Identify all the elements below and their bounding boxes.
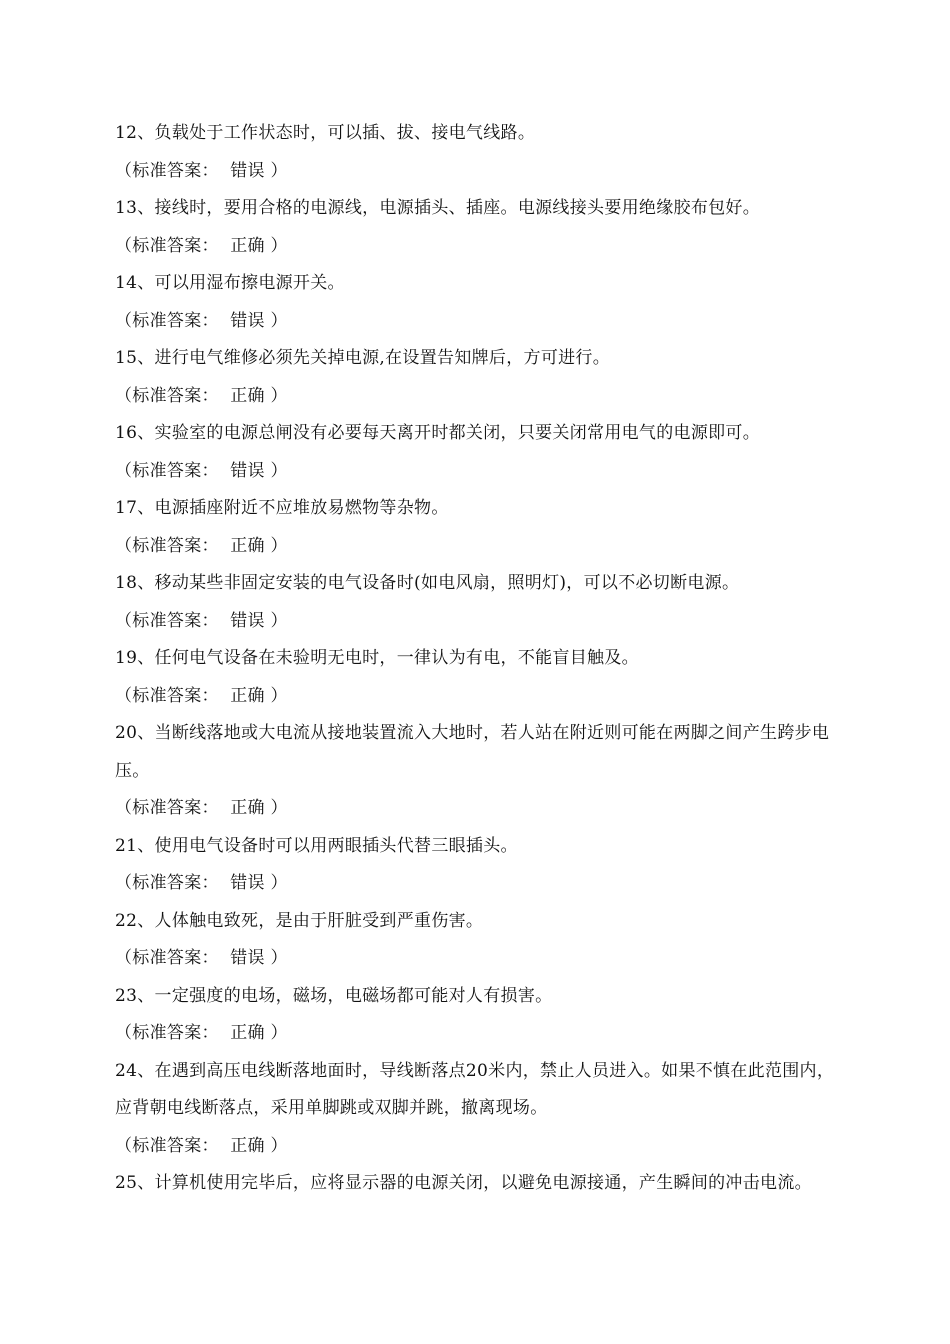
question-text: 20、当断线落地或大电流从接地装置流入大地时，若人站在附近则可能在两脚之间产生跨步电压。 — [115, 723, 830, 781]
question-text: 21、使用电气设备时可以用两眼插头代替三眼插头。 — [115, 835, 518, 856]
answer-text: （标准答案： 正确 ） — [115, 1023, 288, 1043]
answer-text: （标准答案： 正确 ） — [115, 235, 288, 256]
answer-text: （标准答案： 错误 ） — [115, 160, 288, 181]
question-text: 15、进行电气维修必须先关掉电源,在设置告知牌后，方可进行。 — [115, 348, 611, 368]
question-text: 25、计算机使用完毕后，应将显示器的电源关闭，以避免电源接通，产生瞬间的冲击电流。 — [115, 1173, 812, 1193]
question-text: 19、任何电气设备在未验明无电时，一律认为有电，不能盲目触及。 — [115, 648, 639, 668]
question-text: 18、移动某些非固定安装的电气设备时(如电风扇，照明灯)，可以不必切断电源。 — [115, 573, 740, 593]
answer-text: （标准答案： 错误 ） — [115, 460, 288, 481]
answer-text: （标准答案： 正确 ） — [115, 798, 288, 818]
answer-text: （标准答案： 正确 ） — [115, 1135, 288, 1156]
answer-text: （标准答案： 错误 ） — [115, 948, 288, 968]
answer-text: （标准答案： 错误 ） — [115, 610, 288, 631]
question-text: 24、在遇到高压电线断落地面时，导线断落点20米内，禁止人员进入。如果不慎在此范围内，应背朝电线断落点，采用单脚跳或双脚并跳，撤离现场。 — [115, 1060, 835, 1118]
question-list — [115, 115, 840, 1203]
question-text: 17、电源插座附近不应堆放易燃物等杂物。 — [115, 498, 449, 518]
answer-text: （标准答案： 正确 ） — [115, 685, 288, 706]
question-text: 14、可以用湿布擦电源开关。 — [115, 273, 345, 293]
answer-text: （标准答案： 错误 ） — [115, 310, 288, 331]
question-text: 13、接线时，要用合格的电源线，电源插头、插座。电源线接头要用绝缘胶布包好。 — [115, 198, 761, 218]
question-text: 23、一定强度的电场，磁场，电磁场都可能对人有损害。 — [115, 985, 553, 1006]
answer-text: （标准答案： 正确 ） — [115, 385, 288, 406]
question-text: 22、人体触电致死，是由于肝脏受到严重伤害。 — [115, 910, 484, 931]
question-text: 12、负载处于工作状态时，可以插、拔、接电气线路。 — [115, 123, 536, 143]
answer-text: （标准答案： 错误 ） — [115, 873, 288, 893]
answer-text: （标准答案： 正确 ） — [115, 535, 288, 556]
question-text: 16、实验室的电源总闸没有必要每天离开时都关闭，只要关闭常用电气的电源即可。 — [115, 423, 761, 443]
